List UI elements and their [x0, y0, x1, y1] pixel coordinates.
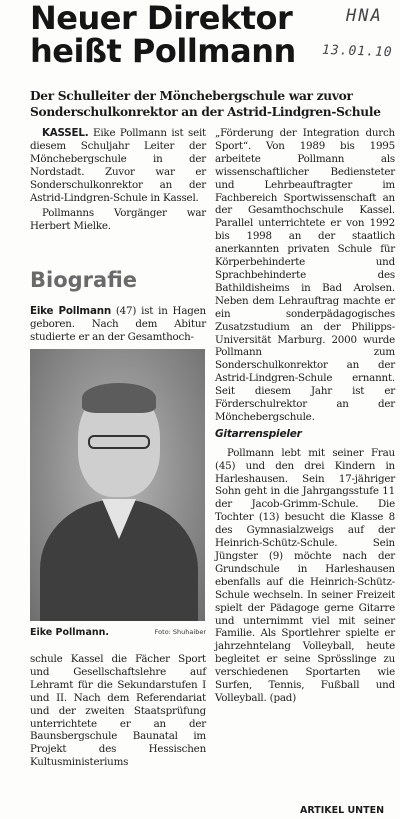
- career-paragraph: „Förderung der Integration durch Sport“. Von 1989 bis 1995 arbeitete Pollmann als wissenschaftlicher Bediensteter und Lehrbeauftragter im Fachbereich Sportwissenschaft an der Gesamthochschule Kassel. Parallel unterrichtete er von 1992 bis 1998 an der staatlich anerkannten privaten Schule für Körperbehinderte und Sprachbehinderte des Bathildisheims in Bad Arolsen. Neben dem Lehrauftrag machte er ein sonderpädagogisches Zusatzstudium an der Philipps-Universität Marburg. 2000 wurde Pollmann zum Sonderschulkonrektor an der Astrid-Lindgren-Schule ernannt. Seit diesem Jahr ist er Förderschulrektor an der Mönchebergschule.: [215, 127, 395, 423]
- handwritten-date-note: 13.01.10: [321, 42, 393, 61]
- bio-continued-paragraph: schule Kassel die Fächer Sport und Gesellschaftslehre auf Lehramt für die Sekundarstufen I und II. Nach dem Referendariat und der zweiten Staatsprüfung unterrichtete er an der Baunsbergschule Baunatal im Projekt des Hessischen Kultusministeriums: [30, 653, 206, 769]
- bio-heading: Biografie: [30, 268, 137, 292]
- article-subheadline: Der Schulleiter der Mönchebergschule war zuvor Sonderschulkonrektor an der Astrid-Lindgren-Schule: [30, 89, 381, 119]
- predecessor-paragraph: Pollmanns Vorgänger war Herbert Mielke.: [30, 207, 206, 233]
- bio-name: Eike Pollmann: [30, 305, 111, 317]
- handwritten-source-note: HNA: [346, 6, 383, 26]
- caption-name: Eike Pollmann.: [30, 627, 110, 638]
- family-paragraph: Pollmann lebt mit seiner Frau (45) und den drei Kindern in Harleshausen. Sein 17-jähriger Sohn geht in die Jahrgangsstufe 11 der Jacob-Grimm-Schule. Die Tochter (13) besucht die Klasse 8 des Gymnasialzweigs auf der Heinrich-Schütz-Schule. Sein Jüngster (9) möchte nach der Grundschule in Harleshausen ebenfalls auf die Heinrich-Schütz-Schule wechseln. In seiner Freizeit spielt der Pädagoge gerne Gitarre und unternimmt viel mit seiner Familie. Als Sportlehrer spielte er jahrzehntelang Volleyball, heute begleitet er seine Sprösslinge zu verschiedenen Sportarten wie Surfen, Tennis, Fußball und Volleyball. (pad): [215, 446, 395, 704]
- photo-caption: [30, 627, 206, 638]
- intro-paragraph: [30, 127, 206, 204]
- bio-text: (47) ist in Hagen geboren. Nach dem Abitur studierte er an der Gesamthoch-: [30, 305, 206, 343]
- bio-continued-column: [30, 653, 206, 772]
- portrait-photo: [30, 349, 205, 621]
- photo-hair: [82, 383, 156, 413]
- photo-credit: Foto: Shuhaiber: [154, 628, 206, 636]
- dateline: KASSEL.: [42, 127, 89, 139]
- intro-column: [30, 127, 206, 236]
- intro-text: Eike Pollmann ist seit diesem Schuljahr Leiter der Mönchebergschule in der Nordstadt. Zuvor war er Sonderschulkonrektor an der Astrid-Lindgren-Schule in Kassel.: [30, 127, 206, 204]
- photo-glasses: [88, 435, 150, 449]
- bio-intro-paragraph: [30, 305, 206, 344]
- gitarrenspieler-subheading: Gitarrenspieler: [215, 427, 302, 440]
- right-column: [215, 127, 395, 708]
- continued-below-tag: ARTIKEL UNTEN: [300, 805, 385, 816]
- article-headline: Neuer Direktor heißt Pollmann: [30, 0, 296, 70]
